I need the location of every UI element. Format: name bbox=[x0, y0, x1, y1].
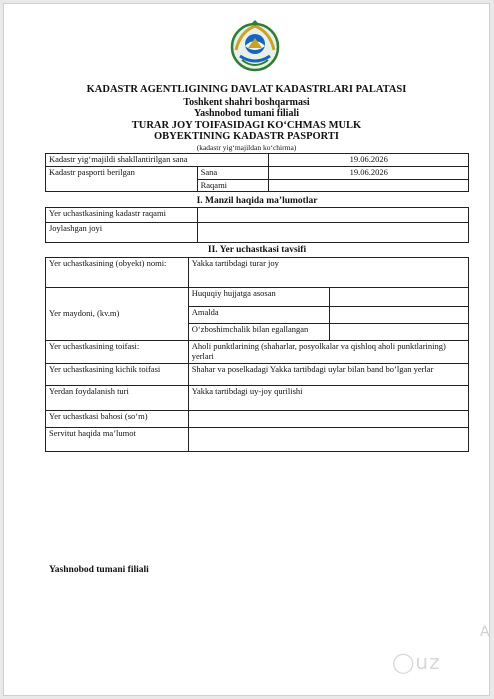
area-label: Yer maydoni, (kv.m) bbox=[46, 288, 189, 341]
table-row bbox=[46, 385, 469, 410]
cadastral-number-value bbox=[197, 208, 468, 223]
location-value bbox=[197, 223, 468, 243]
object-name-value: Yakka tartibdagi turar joy bbox=[188, 258, 468, 288]
land-category-label: Yer uchastkasining toifasi: bbox=[46, 341, 189, 364]
section-title-address: I. Manzil haqida ma’lumotlar bbox=[196, 196, 318, 206]
agency-title: KADASTR AGENTLIGINING DAVLAT KADASTRLARI PALATASI bbox=[86, 84, 407, 95]
table-row bbox=[46, 208, 469, 223]
registry-table bbox=[45, 153, 469, 192]
table-row bbox=[46, 427, 469, 451]
table-row bbox=[46, 223, 469, 243]
registry-number-value bbox=[269, 179, 469, 192]
land-use-label: Yerdan foydalanish turi bbox=[46, 385, 189, 410]
location-label: Joylashgan joyi bbox=[46, 223, 198, 243]
servitude-label: Servitut haqida ma’lumot bbox=[46, 427, 189, 451]
land-category-value: Aholi punktlarining (shaharlar, posyolkalar va qishloq aholi punktlarining) yerlari bbox=[188, 341, 468, 364]
table-row bbox=[46, 258, 469, 288]
watermark-logo-icon: ◯ bbox=[392, 650, 416, 674]
table-row bbox=[46, 341, 469, 364]
registry-issued-label: Kadastr pasporti berilgan bbox=[46, 166, 198, 192]
cadastral-number-label: Yer uchastkasining kadastr raqami bbox=[46, 208, 198, 223]
table-row bbox=[46, 363, 469, 385]
area-legal-value bbox=[330, 288, 469, 307]
document-title-line1: TURAR JOY TOIFASIDAGI KO‘CHMAS MULK bbox=[131, 120, 362, 131]
signature-branch-label: Yashnobod tumani filiali bbox=[49, 565, 149, 575]
registry-date-value: 19.06.2026 bbox=[269, 166, 469, 179]
passport-page bbox=[3, 3, 490, 696]
state-emblem-icon bbox=[230, 20, 280, 76]
registry-formed-value: 19.06.2026 bbox=[269, 154, 469, 167]
area-unauthorized-value bbox=[330, 324, 469, 341]
section-title-land: II. Yer uchastkasi tavsifi bbox=[207, 245, 307, 255]
address-table bbox=[45, 207, 469, 243]
table-row bbox=[46, 410, 469, 427]
registry-date-label: Sana bbox=[197, 166, 269, 179]
land-subcategory-label: Yer uchastkasining kichik toifasi bbox=[46, 363, 189, 385]
servitude-value bbox=[188, 427, 468, 451]
site-watermark bbox=[392, 650, 441, 674]
land-description-table bbox=[45, 257, 469, 452]
land-subcategory-value: Shahar va poselkadagi Yakka tartibdagi uylar bilan band bo’lgan yerlar bbox=[188, 363, 468, 385]
table-row bbox=[46, 288, 469, 307]
registry-number-label: Raqami bbox=[197, 179, 269, 192]
land-use-value: Yakka tartibdagi uy-joy qurilishi bbox=[188, 385, 468, 410]
document-subtitle: (kadastr yig‘majildan ko‘chirma) bbox=[196, 143, 297, 152]
land-price-label: Yer uchastkasi bahosi (so‘m) bbox=[46, 410, 189, 427]
area-unauthorized-label: O‘zboshimchalik bilan egallangan bbox=[188, 324, 330, 341]
document-title-line2: OBYEKTINING KADASTR PASPORTI bbox=[154, 131, 339, 142]
area-legal-label: Huquqiy hujjatga asosan bbox=[188, 288, 330, 307]
district-branch: Yashnobod tumani filiali bbox=[193, 108, 300, 119]
watermark-text: uz bbox=[415, 650, 441, 674]
city-department: Toshkent shahri boshqarmasi bbox=[183, 97, 310, 108]
area-actual-value bbox=[330, 307, 469, 324]
object-name-label: Yer uchastkasining (obyekt) nomi: bbox=[46, 258, 189, 288]
registry-formed-label: Kadastr yig‘majildi shakllantirilgan sana bbox=[46, 154, 269, 167]
table-row bbox=[46, 166, 469, 179]
table-row bbox=[46, 154, 469, 167]
land-price-value bbox=[188, 410, 468, 427]
area-actual-label: Amalda bbox=[188, 307, 330, 324]
watermark-letter: A bbox=[480, 624, 490, 640]
